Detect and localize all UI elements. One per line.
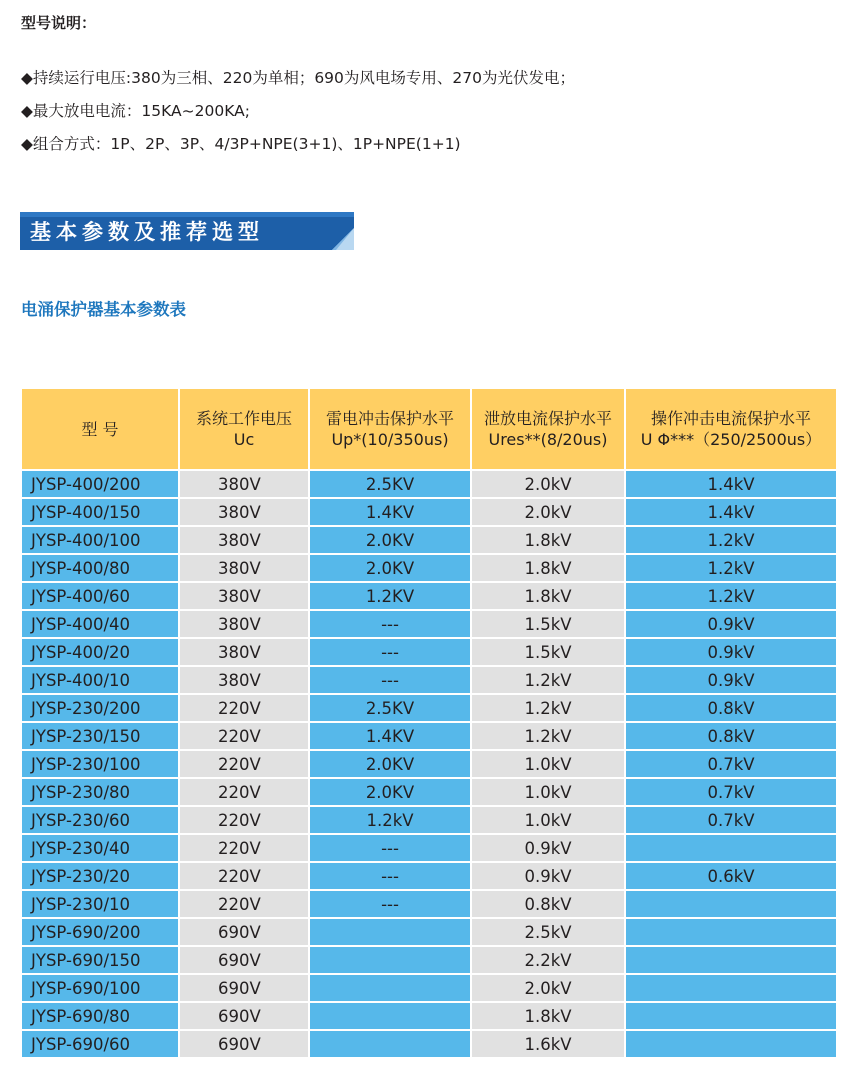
uc-cell: 380V (180, 499, 308, 525)
model-cell: JYSP-230/10 (22, 891, 178, 917)
ures-cell: 2.5kV (472, 919, 624, 945)
model-section-title: 型号说明： (21, 14, 97, 32)
table-row (22, 891, 836, 917)
ures-cell: 1.2kV (472, 667, 624, 693)
model-cell: JYSP-230/20 (22, 863, 178, 889)
header-uphi-line1: 操作冲击电流保护水平 (650, 409, 811, 428)
up-cell: 2.0KV (310, 555, 470, 581)
header-ures-line2: Ures**(8/20us) (488, 430, 608, 449)
header-uc-line2: Uc (233, 430, 255, 449)
model-cell: JYSP-400/80 (22, 555, 178, 581)
uphi-cell: 0.8kV (626, 723, 836, 749)
up-cell: --- (310, 863, 470, 889)
table-row (22, 639, 836, 665)
uphi-cell (626, 891, 836, 917)
ures-cell: 1.8kV (472, 583, 624, 609)
up-cell (310, 1003, 470, 1029)
model-cell: JYSP-230/200 (22, 695, 178, 721)
up-cell: 1.2kV (310, 807, 470, 833)
uc-cell: 220V (180, 723, 308, 749)
uphi-cell (626, 919, 836, 945)
model-cell: JYSP-400/10 (22, 667, 178, 693)
uphi-cell: 0.9kV (626, 667, 836, 693)
ures-cell: 1.8kV (472, 527, 624, 553)
ures-cell: 1.2kV (472, 723, 624, 749)
uphi-cell (626, 1003, 836, 1029)
uc-cell: 220V (180, 863, 308, 889)
model-cell: JYSP-230/150 (22, 723, 178, 749)
ures-cell: 0.8kV (472, 891, 624, 917)
uc-cell: 380V (180, 667, 308, 693)
uc-cell: 220V (180, 835, 308, 861)
model-cell: JYSP-230/100 (22, 751, 178, 777)
uphi-cell (626, 947, 836, 973)
table-row (22, 975, 836, 1001)
table-row (22, 1031, 836, 1057)
table-row (22, 723, 836, 749)
model-cell: JYSP-400/150 (22, 499, 178, 525)
up-cell (310, 1031, 470, 1057)
ures-cell: 2.0kV (472, 975, 624, 1001)
model-cell: JYSP-230/60 (22, 807, 178, 833)
model-cell: JYSP-230/40 (22, 835, 178, 861)
table-row (22, 527, 836, 553)
table-row (22, 807, 836, 833)
uc-cell: 220V (180, 779, 308, 805)
uc-cell: 690V (180, 1031, 308, 1057)
uc-cell: 380V (180, 611, 308, 637)
up-cell (310, 947, 470, 973)
uc-cell: 220V (180, 807, 308, 833)
header-model-label: 型 号 (81, 419, 119, 439)
ures-cell: 1.5kV (472, 639, 624, 665)
table-row (22, 1003, 836, 1029)
ures-cell: 0.9kV (472, 835, 624, 861)
uc-cell: 380V (180, 639, 308, 665)
uphi-cell: 1.2kV (626, 555, 836, 581)
ures-cell: 1.0kV (472, 807, 624, 833)
up-cell: 1.4KV (310, 723, 470, 749)
model-cell: JYSP-400/40 (22, 611, 178, 637)
table-row (22, 583, 836, 609)
table-row (22, 667, 836, 693)
uphi-cell: 0.9kV (626, 639, 836, 665)
uphi-cell (626, 1031, 836, 1057)
uphi-cell: 0.9kV (626, 611, 836, 637)
model-cell: JYSP-400/100 (22, 527, 178, 553)
uphi-cell: 0.8kV (626, 695, 836, 721)
model-cell: JYSP-690/100 (22, 975, 178, 1001)
up-cell (310, 919, 470, 945)
header-up (310, 389, 470, 469)
up-cell: 1.2KV (310, 583, 470, 609)
uc-cell: 220V (180, 695, 308, 721)
table-body (22, 471, 836, 1057)
uphi-cell: 0.7kV (626, 779, 836, 805)
up-cell: 2.0KV (310, 527, 470, 553)
uc-cell: 690V (180, 1003, 308, 1029)
up-cell: 2.0KV (310, 751, 470, 777)
spec-table (20, 387, 838, 1059)
bullet-discharge-current: ◆最大放电电流：15KA~200KA; (21, 102, 250, 120)
table-row (22, 555, 836, 581)
model-cell: JYSP-690/80 (22, 1003, 178, 1029)
up-cell: 2.0KV (310, 779, 470, 805)
ures-cell: 1.8kV (472, 1003, 624, 1029)
uc-cell: 380V (180, 527, 308, 553)
up-cell: 2.5KV (310, 471, 470, 497)
header-uphi (626, 389, 836, 469)
up-cell: --- (310, 639, 470, 665)
uphi-cell: 0.6kV (626, 863, 836, 889)
uc-cell: 220V (180, 891, 308, 917)
up-cell: --- (310, 891, 470, 917)
table-row (22, 947, 836, 973)
model-cell: JYSP-400/60 (22, 583, 178, 609)
ures-cell: 1.0kV (472, 779, 624, 805)
uphi-cell: 1.2kV (626, 583, 836, 609)
ures-cell: 1.6kV (472, 1031, 624, 1057)
table-row (22, 779, 836, 805)
ures-cell: 1.0kV (472, 751, 624, 777)
ures-cell: 2.0kV (472, 499, 624, 525)
banner-title: 基本参数及推荐选型 (30, 220, 264, 244)
uphi-cell: 1.4kV (626, 499, 836, 525)
ures-cell: 2.2kV (472, 947, 624, 973)
bullet-voltage: ◆持续运行电压:380为三相、220为单相；690为风电场专用、270为光伏发电； (21, 69, 575, 87)
uc-cell: 380V (180, 471, 308, 497)
up-cell: --- (310, 835, 470, 861)
ures-cell: 2.0kV (472, 471, 624, 497)
uc-cell: 380V (180, 555, 308, 581)
up-cell: 1.4KV (310, 499, 470, 525)
ures-cell: 1.8kV (472, 555, 624, 581)
ures-cell: 0.9kV (472, 863, 624, 889)
table-header-row (22, 389, 836, 469)
model-cell: JYSP-690/150 (22, 947, 178, 973)
uc-cell: 690V (180, 919, 308, 945)
uc-cell: 380V (180, 583, 308, 609)
ures-cell: 1.5kV (472, 611, 624, 637)
table-row (22, 695, 836, 721)
uphi-cell (626, 975, 836, 1001)
uphi-cell: 1.2kV (626, 527, 836, 553)
model-cell: JYSP-230/80 (22, 779, 178, 805)
table-row (22, 919, 836, 945)
up-cell: --- (310, 611, 470, 637)
header-up-line1: 雷电冲击保护水平 (325, 409, 454, 428)
uphi-cell (626, 835, 836, 861)
table-row (22, 471, 836, 497)
table-row (22, 499, 836, 525)
header-uphi-line2: U Φ***（250/2500us） (640, 430, 822, 449)
uphi-cell: 1.4kV (626, 471, 836, 497)
table-title: 电涌保护器基本参数表 (21, 300, 186, 319)
model-bullet-list (21, 62, 575, 161)
uphi-cell: 0.7kV (626, 807, 836, 833)
header-ures-line1: 泄放电流保护水平 (483, 409, 612, 428)
header-uc (180, 389, 308, 469)
header-uc-line1: 系统工作电压 (195, 409, 292, 428)
ures-cell: 1.2kV (472, 695, 624, 721)
header-up-line2: Up*(10/350us) (331, 430, 449, 449)
model-cell: JYSP-400/20 (22, 639, 178, 665)
table-row (22, 835, 836, 861)
up-cell: 2.5KV (310, 695, 470, 721)
model-cell: JYSP-690/200 (22, 919, 178, 945)
up-cell (310, 975, 470, 1001)
table-row (22, 611, 836, 637)
model-cell: JYSP-400/200 (22, 471, 178, 497)
table-row (22, 863, 836, 889)
uc-cell: 690V (180, 975, 308, 1001)
bullet-combination: ◆组合方式：1P、2P、3P、4/3P+NPE(3+1)、1P+NPE(1+1) (21, 135, 461, 153)
section-banner (20, 212, 354, 250)
table-row (22, 751, 836, 777)
uc-cell: 690V (180, 947, 308, 973)
header-model (22, 389, 178, 469)
up-cell: --- (310, 667, 470, 693)
header-ures (472, 389, 624, 469)
uphi-cell: 0.7kV (626, 751, 836, 777)
uc-cell: 220V (180, 751, 308, 777)
model-cell: JYSP-690/60 (22, 1031, 178, 1057)
